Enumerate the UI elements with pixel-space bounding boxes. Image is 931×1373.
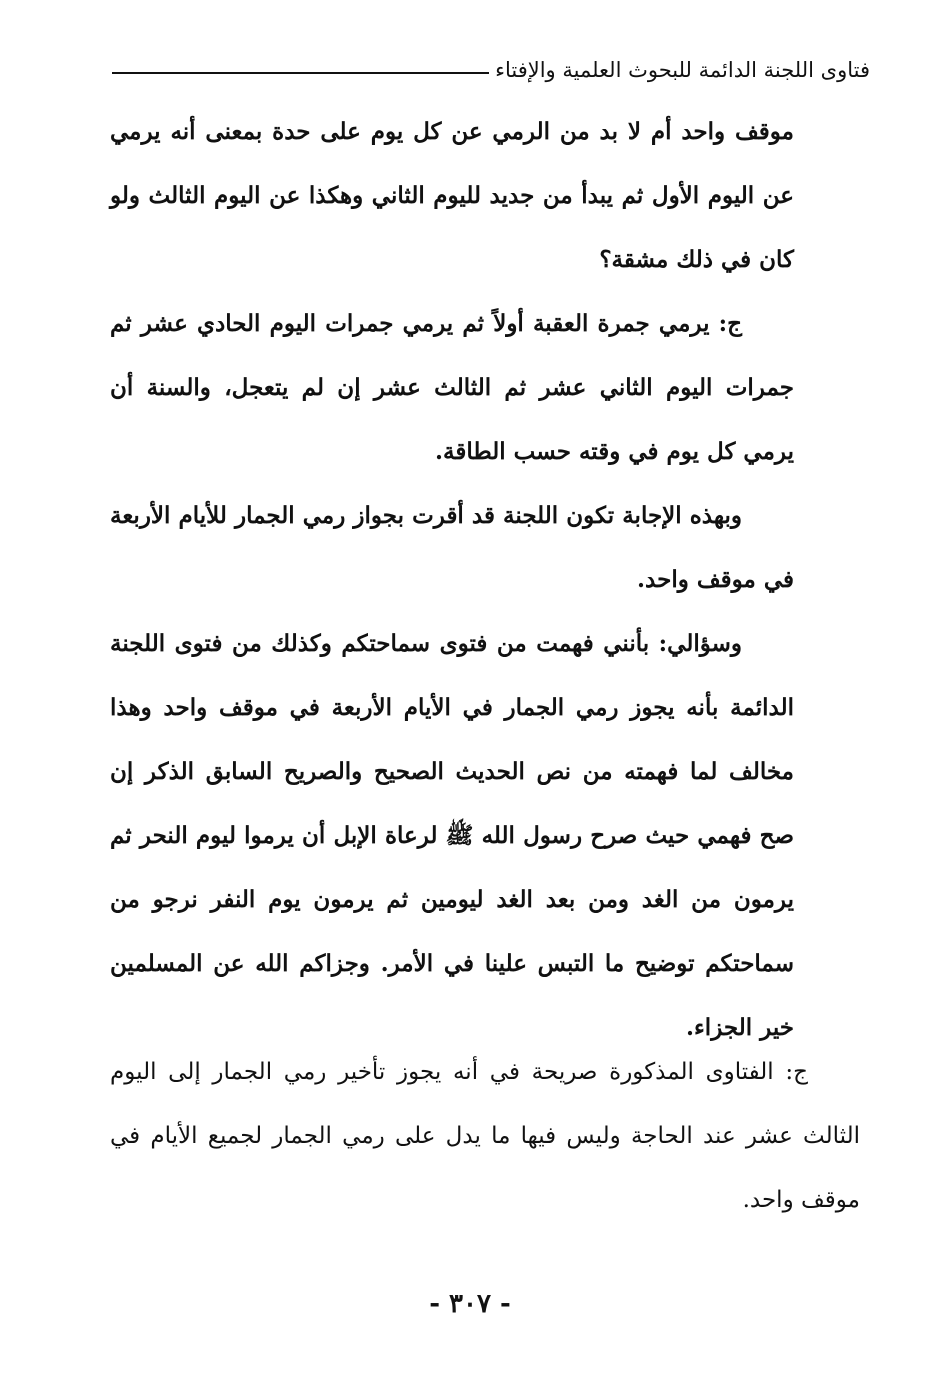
question-continuation-paragraph: موقف واحد أم لا بد من الرمي عن كل يوم على حدة بمعنى أنه يرمي عن اليوم الأول ثم يبدأ من جديد لليوم الثاني وهكذا عن اليوم الثالث ولو كان في ذلك مشقة؟ bbox=[110, 118, 794, 273]
header-title: فتاوى اللجنة الدائمة للبحوث العلمية والإفتاء bbox=[495, 58, 870, 82]
main-text bbox=[110, 100, 794, 1060]
conclusion-paragraph: وبهذه الإجابة تكون اللجنة قد أقرت بجواز رمي الجمار للأيام الأربعة في موقف واحد. bbox=[110, 502, 794, 593]
prior-answer-paragraph: ج: يرمي جمرة العقبة أولاً ثم يرمي جمرات اليوم الحادي عشر ثم جمرات اليوم الثاني عشر ثم الثالث عشر إن لم يتعجل، والسنة أن يرمي كل يوم في وقته حسب الطاقة. bbox=[110, 310, 794, 465]
question-paragraph: وسؤالي: بأنني فهمت من فتوى سماحتكم وكذلك من فتوى اللجنة الدائمة بأنه يجوز رمي الجمار في الأيام الأربعة في موقف واحد وهذا مخالف لما فهمته من نص الحديث الصحيح والصريح السابق الذكر إن صح فهمي حيث صرح رسول الله ﷺ لرعاة الإبل أن يرموا ليوم النحر ثم يرمون من الغد ومن بعد الغد ليومين ثم يرمون يوم النفر نرجو من سماحتكم توضيح ما التبس علينا في الأمر. وجزاكم الله عن المسلمين خير الجزاء. bbox=[110, 630, 794, 1041]
running-header bbox=[112, 50, 870, 90]
page-number: - ٣٠٧ - bbox=[429, 1289, 511, 1319]
answer-text bbox=[110, 1040, 860, 1232]
header-rule bbox=[112, 72, 489, 74]
answer-paragraph: ج: الفتاوى المذكورة صريحة في أنه يجوز تأخير رمي الجمار إلى اليوم الثالث عشر عند الحاجة وليس فيها ما يدل على رمي الجمار لجميع الأيام في موقف واحد. bbox=[110, 1059, 860, 1213]
